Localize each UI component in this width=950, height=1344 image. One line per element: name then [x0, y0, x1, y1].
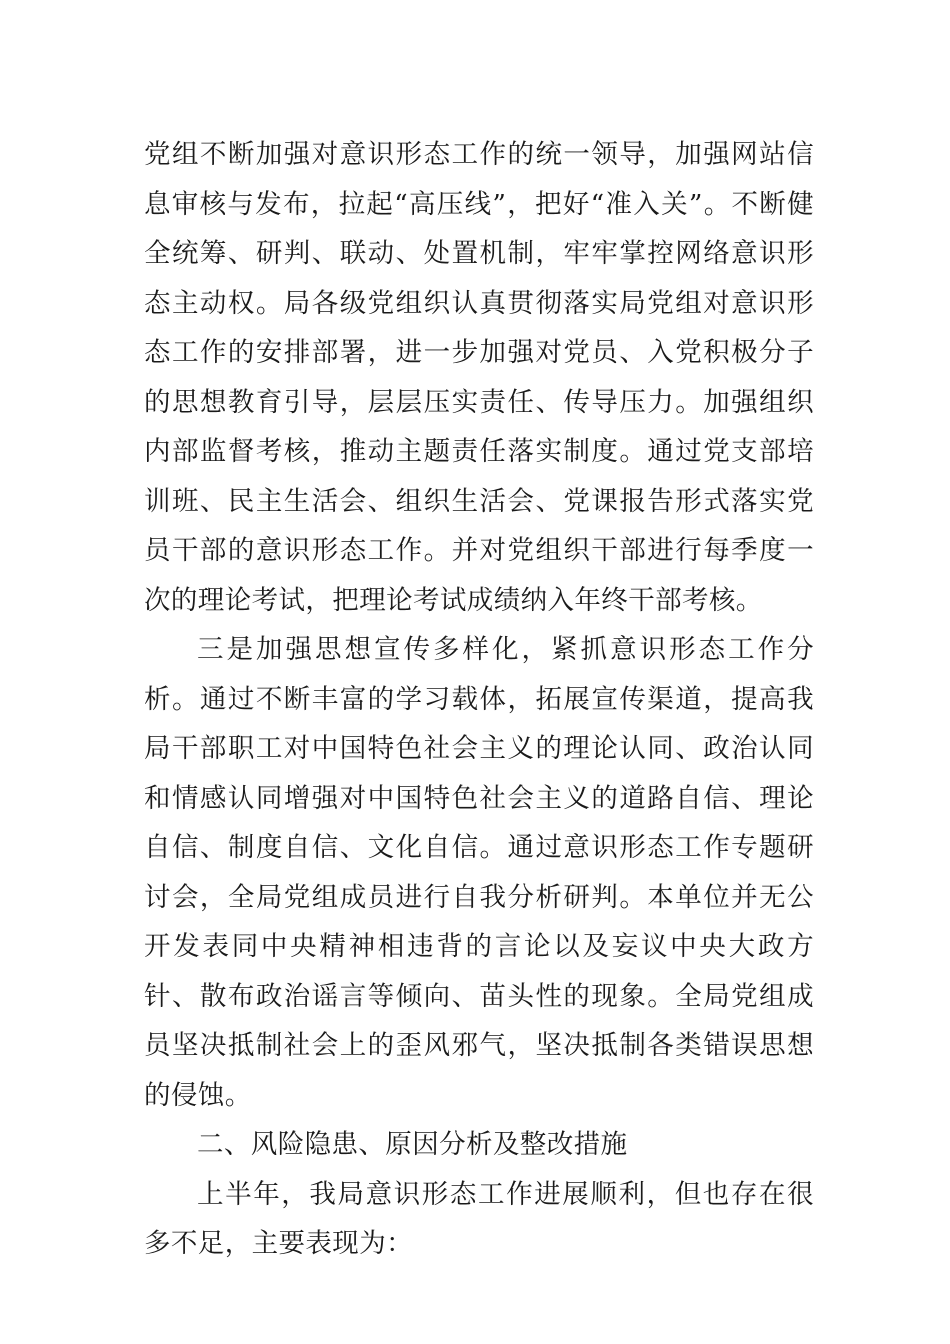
paragraph-section-intro: 上半年，我局意识形态工作进展顺利，但也存在很多不足，主要表现为： — [144, 1178, 814, 1259]
paragraph-continuation: 党组不断加强对意识形态工作的统一领导，加强网站信息审核与发布，拉起“高压线”，把好“准入关”。不断健全统筹、研判、联动、处置机制，牢牢掌控网络意识形态主动权。局各级党组织认真贯彻落实局党组对意识形态工作的安排部署，进一步加强对党员、入党积极分子的思想教育引导，层层压实责任、传导压力。加强组织内部监督考核，推动主题责任落实制度。通过党支部培训班、民主生活会、组织生活会、党课报告形式落实党员干部的意识形态工作。并对党组织干部进行每季度一次的理论考试，把理论考试成绩纳入年终干部考核。 — [144, 139, 814, 616]
paragraph-point-three: 三是加强思想宣传多样化，紧抓意识形态工作分析。通过不断丰富的学习载体，拓展宣传渠道，提高我局干部职工对中国特色社会主义的理论认同、政治认同和情感认同增强对中国特色社会主义的道路自信、理论自信、制度自信、文化自信。通过意识形态工作专题研讨会，全局党组成员进行自我分析研判。本单位并无公开发表同中央精神相违背的言论以及妄议中央大政方针、散布政治谣言等倾向、苗头性的现象。全局党组成员坚决抵制社会上的歪风邪气，坚决抵制各类错误思想的侵蚀。 — [144, 634, 814, 1111]
document-body — [144, 130, 814, 1269]
section-heading-risks: 二、风险隐患、原因分析及整改措施 — [197, 1129, 628, 1160]
